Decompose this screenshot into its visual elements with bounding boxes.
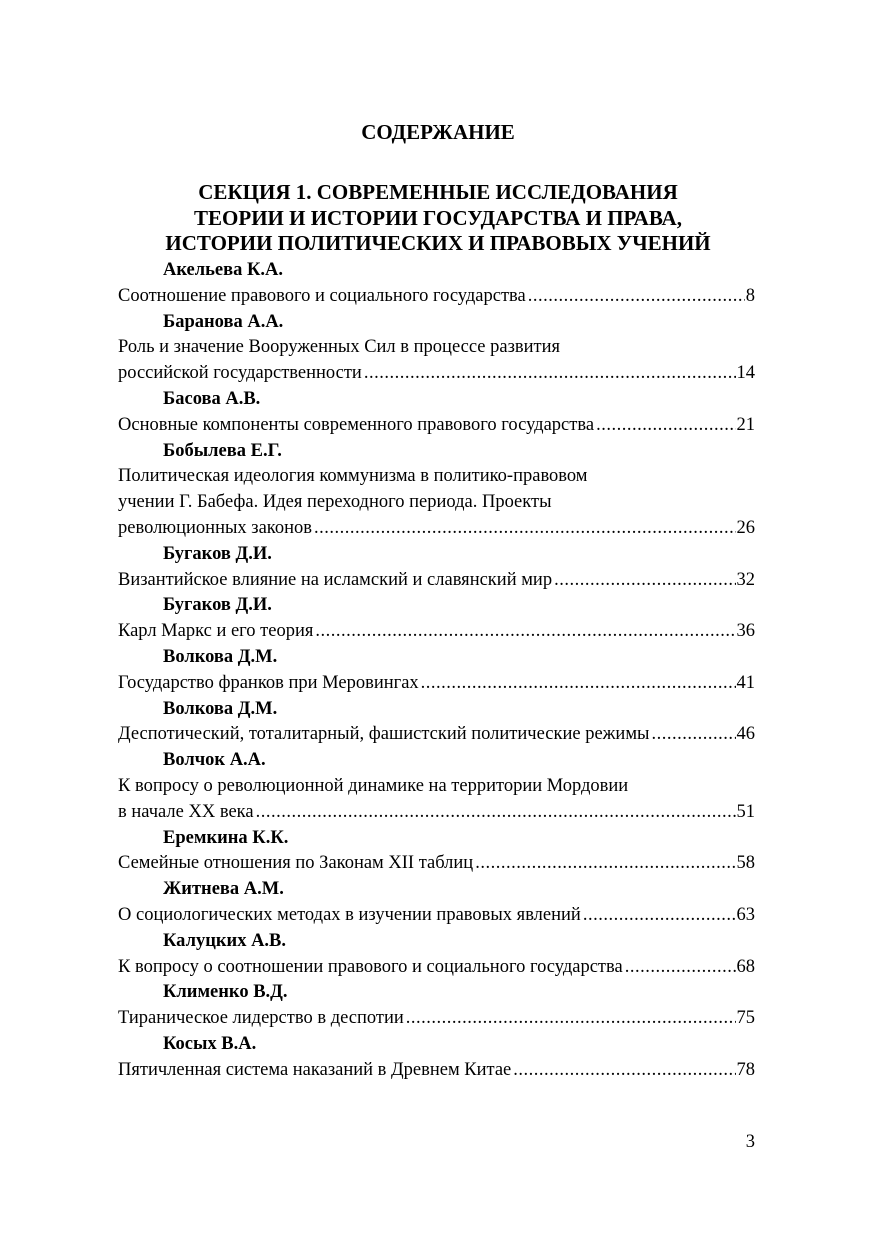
dot-leader	[254, 800, 736, 826]
toc-page-number: 32	[736, 569, 755, 590]
toc-author: Бугаков Д.И.	[163, 595, 272, 616]
toc-title-line: учении Г. Бабефа. Идея переходного периода. Проекты	[118, 492, 552, 513]
toc-entry	[118, 980, 755, 1032]
section-title-line: СЕКЦИЯ 1. СОВРЕМЕННЫЕ ИССЛЕДОВАНИЯ	[198, 180, 678, 204]
toc-author: Житнева А.М.	[163, 879, 284, 900]
table-of-contents	[118, 258, 755, 1084]
toc-author: Баранова А.А.	[163, 311, 284, 332]
toc-title-text: Карл Маркс и его теория	[118, 621, 314, 642]
toc-entry	[118, 310, 755, 387]
dot-leader	[473, 851, 735, 877]
toc-title-row	[118, 800, 755, 826]
toc-author: Волкова Д.М.	[163, 698, 278, 719]
section-title	[0, 180, 876, 257]
dot-leader	[649, 722, 735, 748]
toc-entry	[118, 697, 755, 749]
dot-leader	[419, 671, 736, 697]
page-title: СОДЕРЖАНИЕ	[361, 120, 515, 144]
toc-title-row	[118, 361, 755, 387]
toc-page-number: 78	[736, 1059, 755, 1080]
toc-page-number: 63	[736, 904, 755, 925]
dot-leader	[312, 516, 736, 542]
toc-title-line: К вопросу о революционной динамике на территории Мордовии	[118, 775, 629, 796]
toc-author: Акельева К.А.	[163, 260, 284, 280]
toc-page-number: 68	[736, 956, 755, 977]
toc-title-text: Основные компоненты современного правового государства	[118, 414, 595, 435]
toc-title-line: Роль и значение Вооруженных Сил в процессе развития	[118, 337, 561, 358]
toc-title-row	[118, 671, 755, 697]
toc-author: Волчок А.А.	[163, 750, 266, 771]
toc-title-row	[118, 568, 755, 594]
toc-entry	[118, 593, 755, 645]
dot-leader	[581, 903, 736, 929]
toc-title-text: российской государственности	[118, 363, 362, 384]
toc-entry	[118, 542, 755, 594]
dot-leader	[362, 361, 736, 387]
toc-title-row	[118, 903, 755, 929]
dot-leader	[404, 1006, 736, 1032]
toc-page-number: 51	[736, 801, 755, 822]
toc-page-number: 41	[736, 672, 755, 693]
toc-author: Басова А.В.	[163, 388, 261, 409]
toc-author: Еремкина К.К.	[163, 827, 289, 848]
toc-title-row	[118, 619, 755, 645]
toc-title-text: в начале XX века	[118, 801, 254, 822]
toc-author: Клименко В.Д.	[163, 982, 288, 1003]
toc-title-row	[118, 851, 755, 877]
section-title-line: ИСТОРИИ ПОЛИТИЧЕСКИХ И ПРАВОВЫХ УЧЕНИЙ	[165, 231, 711, 255]
toc-page-number: 21	[736, 414, 755, 435]
toc-title-text: Соотношение правового и социального государства	[118, 285, 526, 306]
toc-title-row	[118, 1006, 755, 1032]
toc-entry	[118, 929, 755, 981]
toc-entry	[118, 645, 755, 697]
toc-entry	[118, 439, 755, 542]
toc-entry	[118, 748, 755, 825]
toc-page-number: 14	[736, 363, 755, 384]
toc-title-row	[118, 1058, 755, 1084]
toc-entry	[118, 258, 755, 310]
dot-leader	[511, 1058, 735, 1084]
dot-leader	[594, 413, 735, 439]
toc-page-number: 36	[736, 621, 755, 642]
toc-entry	[118, 877, 755, 929]
toc-author: Волкова Д.М.	[163, 646, 278, 667]
toc-page-number: 26	[736, 517, 755, 538]
toc-title-text: Пятичленная система наказаний в Древнем Китае	[118, 1059, 512, 1080]
toc-author: Косых В.А.	[163, 1033, 257, 1054]
toc-title-text: К вопросу о соотношении правового и социального государства	[118, 956, 623, 977]
section-title-line: ТЕОРИИ И ИСТОРИИ ГОСУДАРСТВА И ПРАВА,	[194, 205, 682, 230]
toc-title-row	[118, 722, 755, 748]
toc-title-row	[118, 413, 755, 439]
toc-title-text: Византийское влияние на исламский и славянский мир	[118, 569, 553, 590]
toc-author: Бугаков Д.И.	[163, 543, 272, 564]
dot-leader	[313, 619, 735, 645]
dot-leader	[552, 568, 735, 594]
toc-author: Калуцких А.В.	[163, 930, 287, 951]
toc-title-text: О социологических методах в изучении правовых явлений	[118, 904, 581, 925]
toc-entry	[118, 387, 755, 439]
toc-title-text: Тираническое лидерство в деспотии	[118, 1008, 404, 1029]
toc-page-number: 8	[745, 285, 755, 306]
toc-title-text: Деспотический, тоталитарный, фашистский политические режимы	[118, 724, 650, 745]
toc-title-text: революционных законов	[118, 517, 312, 538]
dot-leader	[526, 284, 745, 310]
page-number: 3	[745, 1132, 755, 1152]
toc-title-line: Политическая идеология коммунизма в политико-правовом	[118, 466, 588, 487]
toc-entry	[118, 1032, 755, 1084]
toc-title-row	[118, 284, 755, 310]
toc-title-text: Семейные отношения по Законам XII таблиц	[118, 853, 474, 874]
toc-page-number: 46	[736, 724, 755, 745]
toc-author: Бобылева Е.Г.	[163, 440, 282, 461]
toc-title-text: Государство франков при Меровингах	[118, 672, 419, 693]
toc-entry	[118, 826, 755, 878]
toc-page-number: 75	[736, 1008, 755, 1029]
toc-title-row	[118, 955, 755, 981]
toc-title-row	[118, 516, 755, 542]
dot-leader	[623, 955, 736, 981]
toc-page-number: 58	[736, 853, 755, 874]
